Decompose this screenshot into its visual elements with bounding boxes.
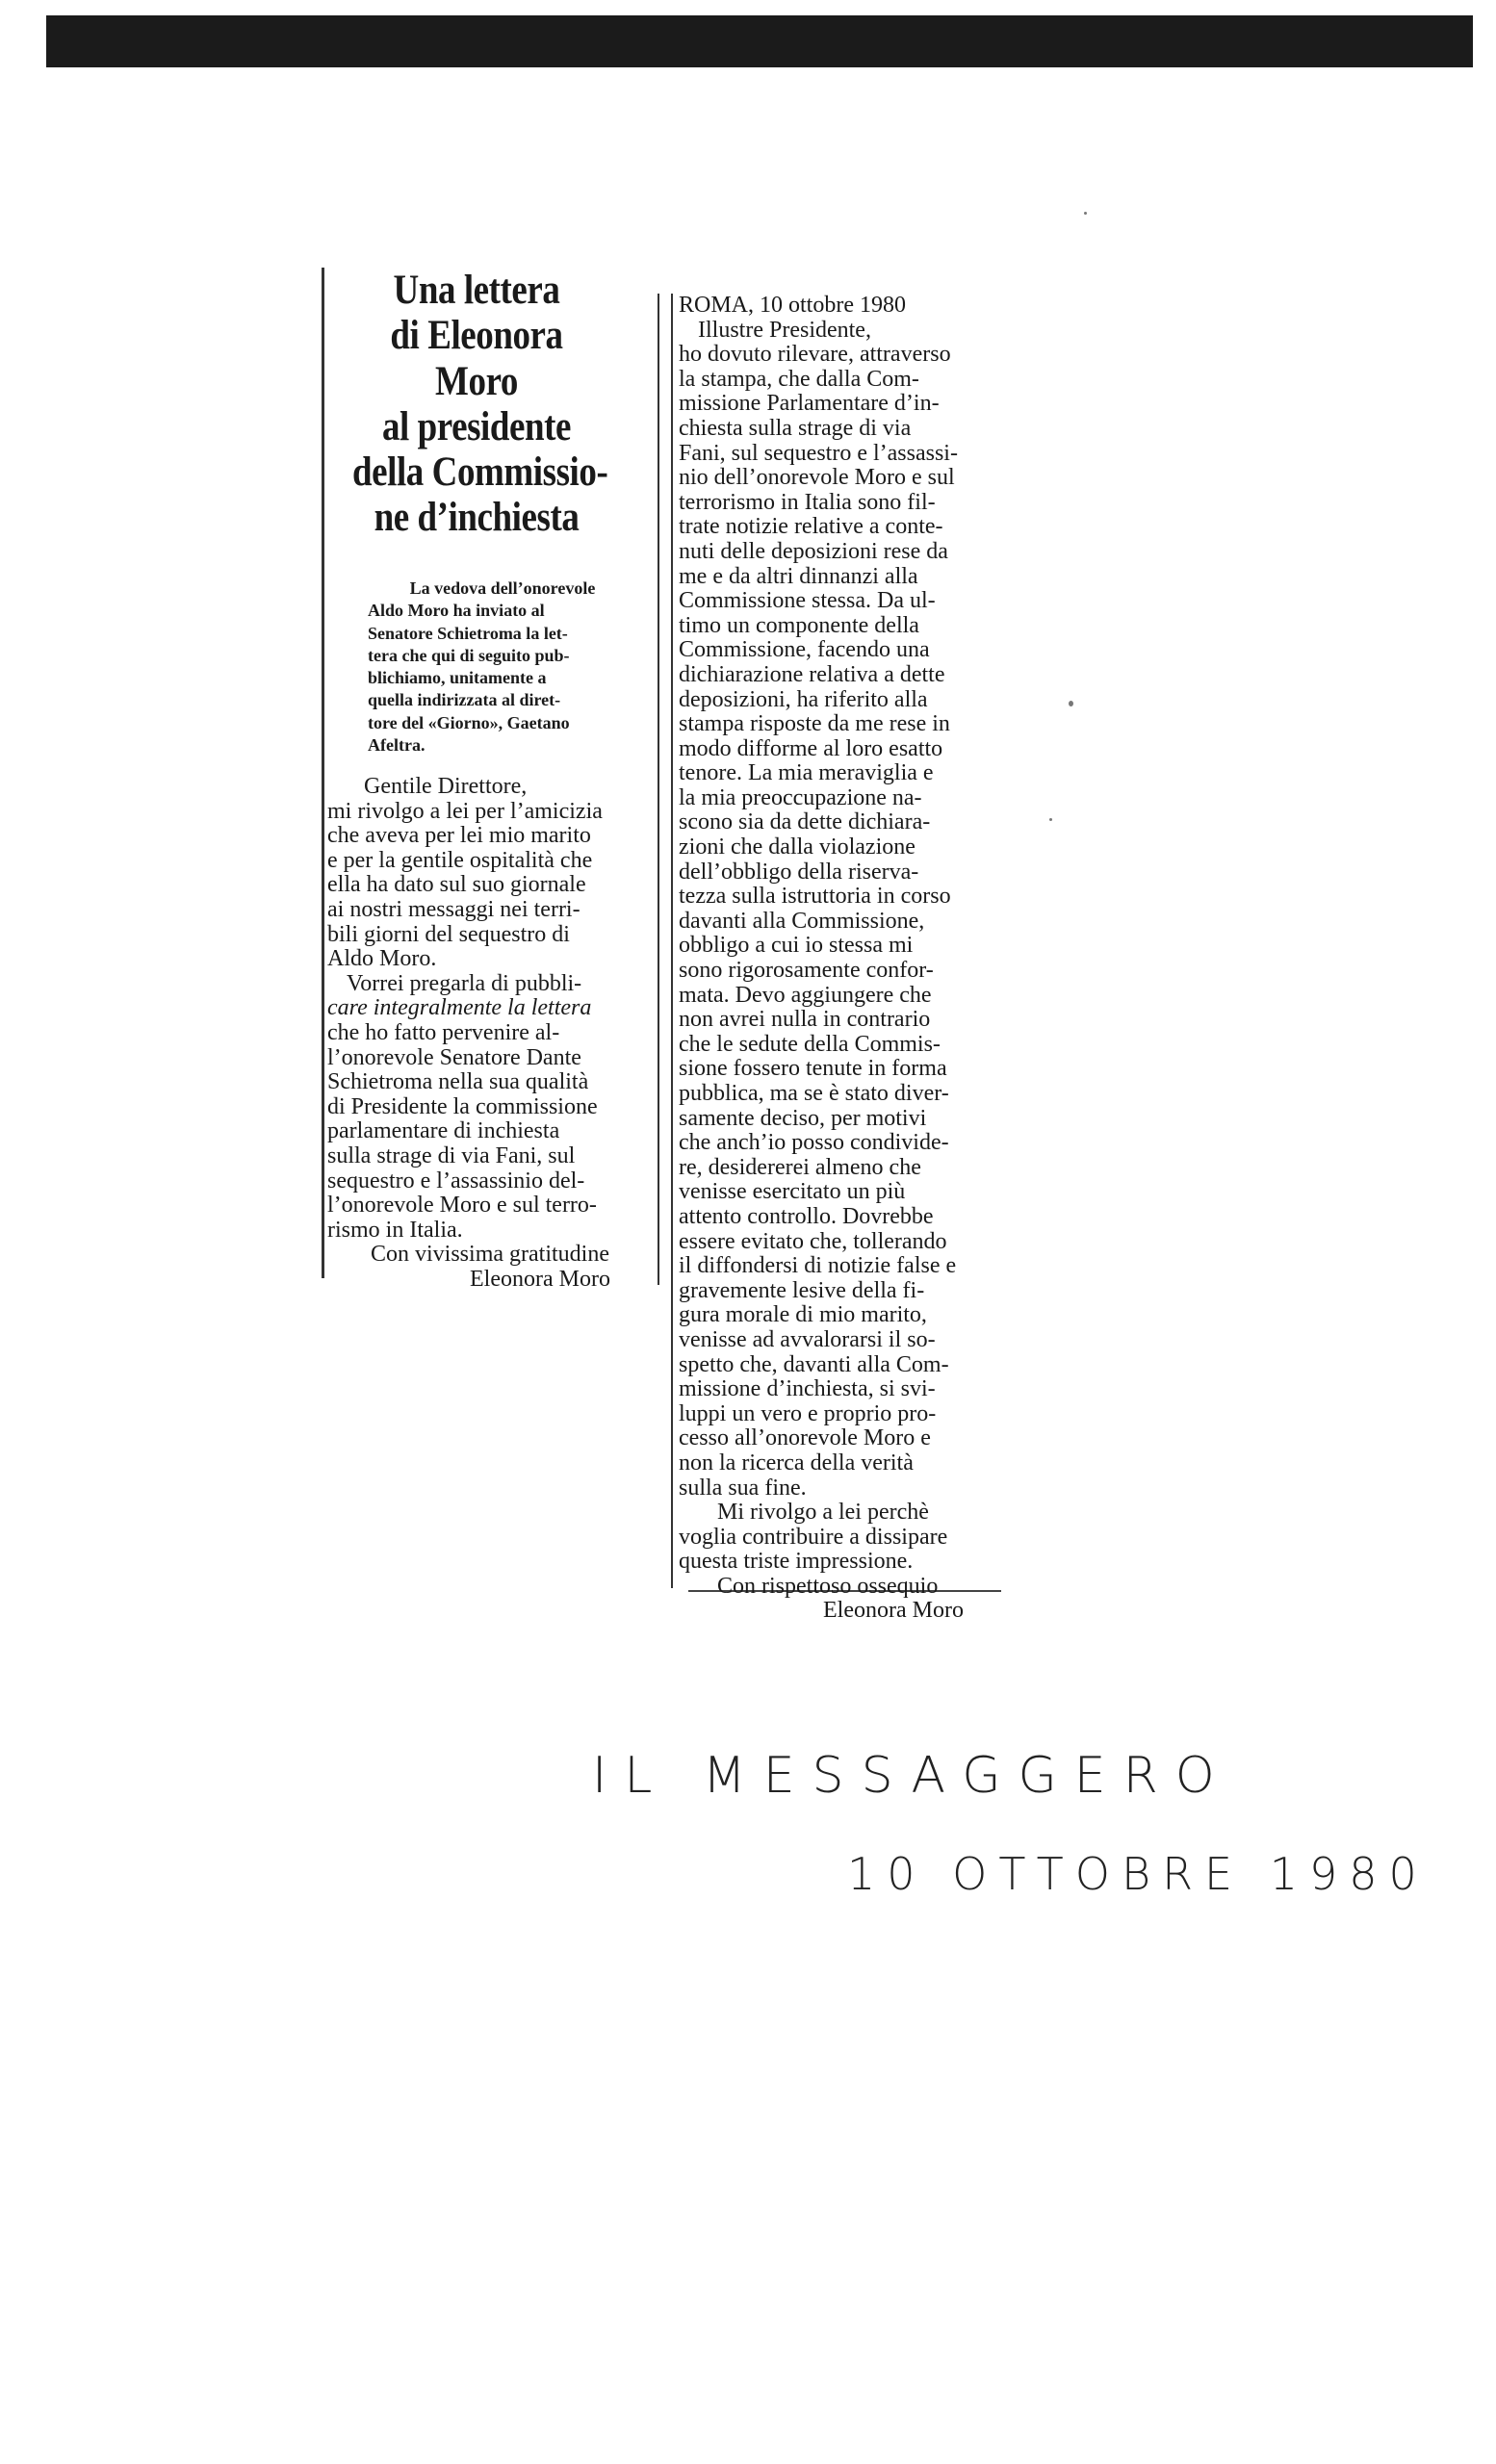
letter-line: obbligo a cui io stessa mi xyxy=(679,933,914,959)
letter-line: pubblica, ma se è stato diver- xyxy=(679,1081,949,1106)
letter-line: sono rigorosamente confor- xyxy=(679,958,934,984)
letter-line: Gentile Direttore, xyxy=(364,774,528,799)
headline-line: Moro xyxy=(435,358,518,404)
letter-line: re, desidererei almeno che xyxy=(679,1154,921,1180)
intro-line: Aldo Moro ha inviato al xyxy=(368,601,545,621)
intro-line: Senatore Schietroma la let- xyxy=(368,623,568,643)
letter-dateline: ROMA, 10 ottobre 1980 xyxy=(679,293,906,318)
letter-line: rismo in Italia. xyxy=(327,1217,463,1243)
letter-line: sequestro e l’assassinio del- xyxy=(327,1168,585,1194)
letter-line: sulla strage di via Fani, sul xyxy=(327,1142,576,1168)
letter-line: gravemente lesive della fi- xyxy=(679,1277,925,1303)
letter-line: samente deciso, per motivi xyxy=(679,1105,927,1131)
letter-line: nio dell’onorevole Moro e sul xyxy=(679,465,955,491)
letter-line: spetto che, davanti alla Com- xyxy=(679,1351,949,1377)
letter-line: non la ricerca della verità xyxy=(679,1450,914,1476)
article-intro xyxy=(368,578,637,757)
letter-line: il diffondersi di notizie false e xyxy=(679,1253,957,1279)
letter-line: la mia preoccupazione na- xyxy=(679,784,922,810)
letter-line: Schietroma nella sua qualità xyxy=(327,1069,589,1095)
letter-line: questa triste impressione. xyxy=(679,1549,914,1575)
letter-line: sione fossero tenute in forma xyxy=(679,1056,947,1082)
letter-line: la stampa, che dalla Com- xyxy=(679,366,919,392)
letter-line: venisse ad avvalorarsi il so- xyxy=(679,1326,936,1352)
letter-line: stampa risposte da me rese in xyxy=(679,711,950,737)
headline-line: di Eleonora xyxy=(390,313,563,359)
scan-top-border xyxy=(46,15,1473,67)
headline xyxy=(352,268,608,541)
letter-line: timo un componente della xyxy=(679,612,919,638)
letter-line: Aldo Moro. xyxy=(327,946,437,972)
letter-line: l’onorevole Moro e sul terro- xyxy=(327,1193,597,1219)
letter-line: ai nostri messaggi nei terri- xyxy=(327,896,580,922)
letter-line: zioni che dalla violazione xyxy=(679,834,916,860)
letter-line: che ho fatto pervenire al- xyxy=(327,1019,560,1045)
letter-to-president xyxy=(679,294,987,1624)
letter-line: Commissione, facendo una xyxy=(679,637,930,663)
letter-line: Vorrei pregarla di pubbli- xyxy=(347,970,582,996)
letter-line: missione d’inchiesta, si svi- xyxy=(679,1376,936,1402)
letter-line: mata. Devo aggiungere che xyxy=(679,982,932,1008)
letter-line: Illustre Presidente, xyxy=(698,317,871,343)
letter-line: Con vivissima gratitudine xyxy=(371,1242,609,1268)
intro-line: quella indirizzata al diret- xyxy=(368,690,561,710)
letter-to-director xyxy=(327,775,640,1292)
right-column-rule xyxy=(671,294,673,1588)
scan-speck xyxy=(1069,701,1073,706)
letter-line: parlamentare di inchiesta xyxy=(327,1118,560,1144)
letter-line: bili giorni del sequestro di xyxy=(327,921,570,947)
letter-line: non avrei nulla in contrario xyxy=(679,1007,931,1033)
letter-line: tezza sulla istruttoria in corso xyxy=(679,884,951,910)
scan-speck xyxy=(1084,212,1087,215)
letter-line: di Presidente la commissione xyxy=(327,1093,598,1119)
intro-line: Afeltra. xyxy=(368,735,426,756)
headline-line: della Commissio- xyxy=(352,449,608,496)
letter-line: Con rispettoso ossequio xyxy=(717,1573,939,1599)
intro-line: blichiamo, unitamente a xyxy=(368,668,547,688)
intro-line: La vedova dell’onorevole xyxy=(409,578,596,598)
letter-line: Mi rivolgo a lei perchè xyxy=(717,1500,929,1526)
letter-line: terrorismo in Italia sono fil- xyxy=(679,489,936,515)
letter-line: chiesta sulla strage di via xyxy=(679,415,912,441)
letter-line: sulla sua fine. xyxy=(679,1475,807,1501)
headline-line: ne d’inchiesta xyxy=(374,495,580,541)
letter-line: ho dovuto rilevare, attraverso xyxy=(679,342,951,368)
letter-line: cesso all’onorevole Moro e xyxy=(679,1425,931,1451)
letter-line: mi rivolgo a lei per l’amicizia xyxy=(327,798,603,824)
letter-line: Commissione stessa. Da ul- xyxy=(679,588,936,614)
intro-line: tore del «Giorno», Gaetano xyxy=(368,712,570,732)
letter-line: davanti alla Commissione, xyxy=(679,908,925,934)
letter-line: care integralmente la lettera xyxy=(327,995,592,1021)
letter-line: ella ha dato sul suo giornale xyxy=(327,872,586,898)
letter-line: voglia contribuire a dissipare xyxy=(679,1524,948,1550)
letter-line: che aveva per lei mio marito xyxy=(327,823,591,849)
letter-line: deposizioni, ha riferito alla xyxy=(679,686,928,712)
letter-line: che le sedute della Commis- xyxy=(679,1031,941,1057)
left-column-rule xyxy=(322,268,324,1278)
letter-line: Fani, sul sequestro e l’assassi- xyxy=(679,440,958,466)
signature: Eleonora Moro xyxy=(470,1266,610,1292)
headline-line: Una lettera xyxy=(393,268,560,313)
letter-line: dell’obbligo della riserva- xyxy=(679,859,919,885)
signature: Eleonora Moro xyxy=(823,1598,964,1624)
letter-line: nuti delle deposizioni rese da xyxy=(679,538,948,564)
letter-line: venisse esercitato un più xyxy=(679,1179,906,1205)
letter-line: essere evitato che, tollerando xyxy=(679,1228,947,1254)
intro-line: tera che qui di seguito pub- xyxy=(368,645,570,665)
letter-line: modo difforme al loro esatto xyxy=(679,735,943,761)
headline-line: al presidente xyxy=(381,403,572,449)
letter-line: missione Parlamentare d’in- xyxy=(679,391,940,417)
handwritten-date: 10 OTTOBRE 1980 xyxy=(847,1848,1429,1900)
letter-line: e per la gentile ospitalità che xyxy=(327,847,593,873)
letter-line: luppi un vero e proprio pro- xyxy=(679,1400,937,1426)
letter-line: che anch’io posso condivide- xyxy=(679,1130,949,1156)
letter-line: tenore. La mia meraviglia e xyxy=(679,760,934,786)
letter-line: dichiarazione relativa a dette xyxy=(679,661,945,687)
letter-line: scono sia da dette dichiara- xyxy=(679,809,931,835)
letter-line: attento controllo. Dovrebbe xyxy=(679,1203,934,1229)
letter-line: me e da altri dinnanzi alla xyxy=(679,563,918,589)
handwritten-source: IL MESSAGGERO xyxy=(592,1747,1232,1805)
letter-line: trate notizie relative a conte- xyxy=(679,514,943,540)
scan-speck xyxy=(1049,818,1052,821)
letter-line: gura morale di mio marito, xyxy=(679,1302,927,1328)
letter-line: l’onorevole Senatore Dante xyxy=(327,1044,581,1070)
middle-column-rule xyxy=(658,294,659,1285)
